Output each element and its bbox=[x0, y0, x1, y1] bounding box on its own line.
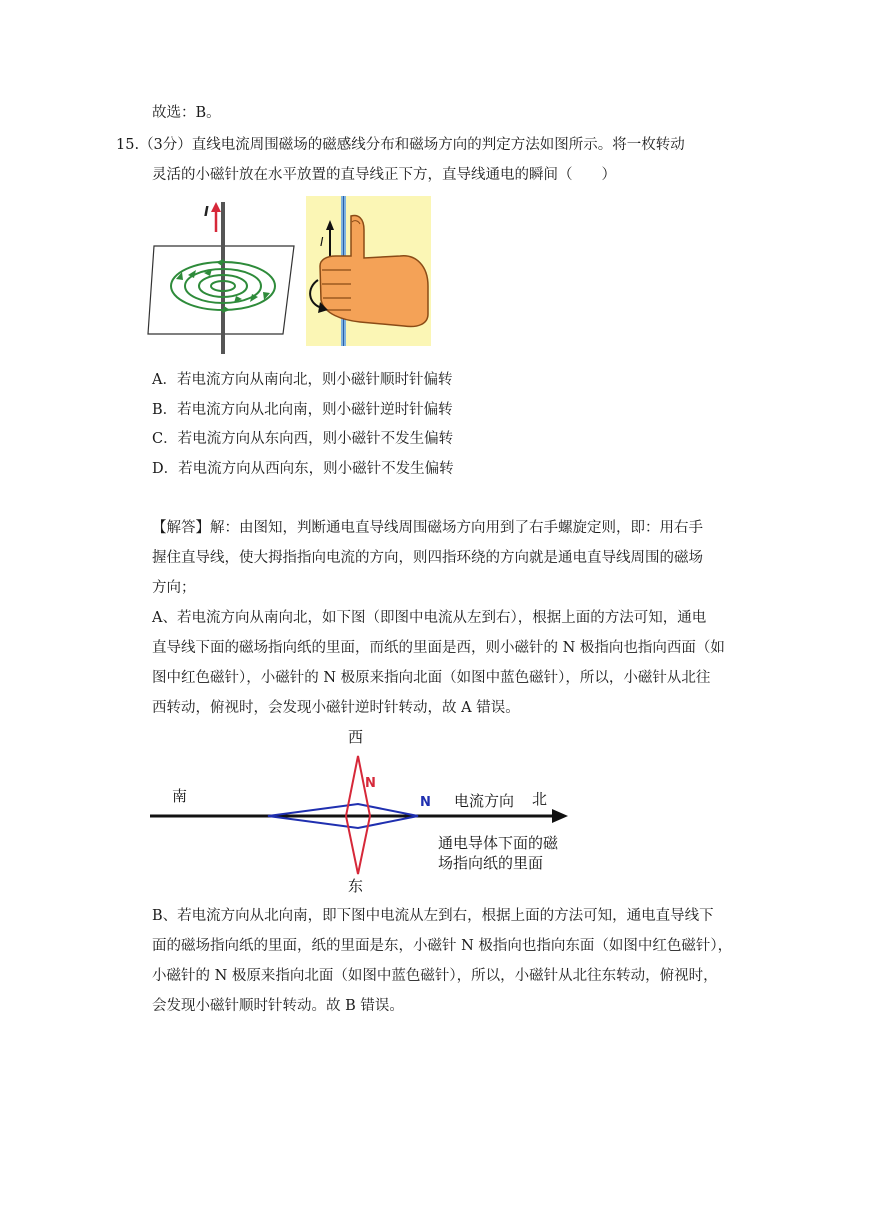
previous-answer: 故选：B。 bbox=[152, 105, 221, 121]
figure-right-hand-rule bbox=[146, 196, 436, 358]
option-b-text: 若电流方向从北向南，则小磁针逆时针偏转 bbox=[177, 402, 453, 418]
solution-line-7: 西转动，俯视时，会发现小磁针逆时针转动，故 A 错误。 bbox=[152, 700, 520, 716]
solution-line-6: 图中红色磁针），小磁针的 N 极原来指向北面（如图中蓝色磁针），所以，小磁针从北往 bbox=[152, 670, 711, 686]
current-label: I bbox=[204, 205, 209, 220]
option-c-label: C． bbox=[152, 431, 178, 447]
label-blue-n: N bbox=[420, 795, 431, 810]
option-d-label: D． bbox=[152, 461, 179, 477]
option-c-text: 若电流方向从东向西，则小磁针不发生偏转 bbox=[177, 431, 454, 447]
label-west: 西 bbox=[348, 728, 364, 746]
label-south: 南 bbox=[172, 787, 188, 805]
option-c bbox=[152, 429, 453, 449]
question-header bbox=[116, 135, 685, 155]
solution-b-line-2: 面的磁场指向纸的里面，纸的里面是东，小磁针 N 极指向也指向东面（如图中红色磁针）， bbox=[152, 938, 733, 954]
solution-b-line-3: 小磁针的 N 极原来指向北面（如图中蓝色磁针），所以，小磁针从北往东转动，俯视时， bbox=[152, 968, 718, 984]
question-stem-line1: 直线电流周围磁场的磁感线分布和磁场方向的判定方法如图所示。将一枚转动 bbox=[191, 137, 685, 153]
straight-wire bbox=[221, 202, 225, 354]
option-b bbox=[152, 400, 453, 420]
solution-line-5: 直导线下面的磁场指向纸的里面，而纸的里面是西，则小磁针的 N 极指向也指向西面（如 bbox=[152, 640, 725, 656]
question-stem-line2: 灵活的小磁针放在水平放置的直导线正下方，直导线通电的瞬间（ ） bbox=[152, 167, 616, 183]
label-east: 东 bbox=[348, 877, 364, 895]
option-a-label: A． bbox=[152, 372, 177, 388]
option-a bbox=[152, 370, 452, 390]
solution-line-1: 【解答】解：由图知，判断通电直导线周围磁场方向用到了右手螺旋定则，即：用右手 bbox=[152, 520, 703, 536]
hand-current-label: I bbox=[320, 235, 324, 249]
label-current-direction: 电流方向 bbox=[454, 792, 515, 810]
option-b-label: B． bbox=[152, 402, 178, 418]
label-red-n: N bbox=[365, 776, 376, 791]
option-d bbox=[152, 459, 454, 479]
question-number: 15. bbox=[116, 137, 140, 153]
solution-line-2: 握住直导线，使大拇指指向电流的方向，则四指环绕的方向就是通电直导线周围的磁场 bbox=[152, 550, 703, 566]
solution-line-4: A、若电流方向从南向北，如下图（即图中电流从左到右），根据上面的方法可知，通电 bbox=[152, 610, 707, 626]
note-line-2: 场指向纸的里面 bbox=[438, 854, 544, 872]
option-a-text: 若电流方向从南向北，则小磁针顺时针偏转 bbox=[176, 372, 453, 388]
solution-line-3: 方向； bbox=[152, 580, 196, 596]
label-north: 北 bbox=[532, 790, 548, 808]
note-line-1: 通电导体下面的磁 bbox=[438, 834, 559, 852]
current-arrow-head bbox=[211, 202, 221, 212]
option-d-text: 若电流方向从西向东，则小磁针不发生偏转 bbox=[178, 461, 454, 477]
wire-arrow-head bbox=[552, 809, 568, 823]
question-score: （3分） bbox=[139, 137, 192, 153]
solution-b-line-4: 会发现小磁针顺时针转动。故 B 错误。 bbox=[152, 998, 404, 1014]
figure-compass-diagram bbox=[148, 724, 588, 896]
solution-b-line-1: B、若电流方向从北向南，即下图中电流从左到右，根据上面的方法可知，通电直导线下 bbox=[152, 908, 714, 924]
